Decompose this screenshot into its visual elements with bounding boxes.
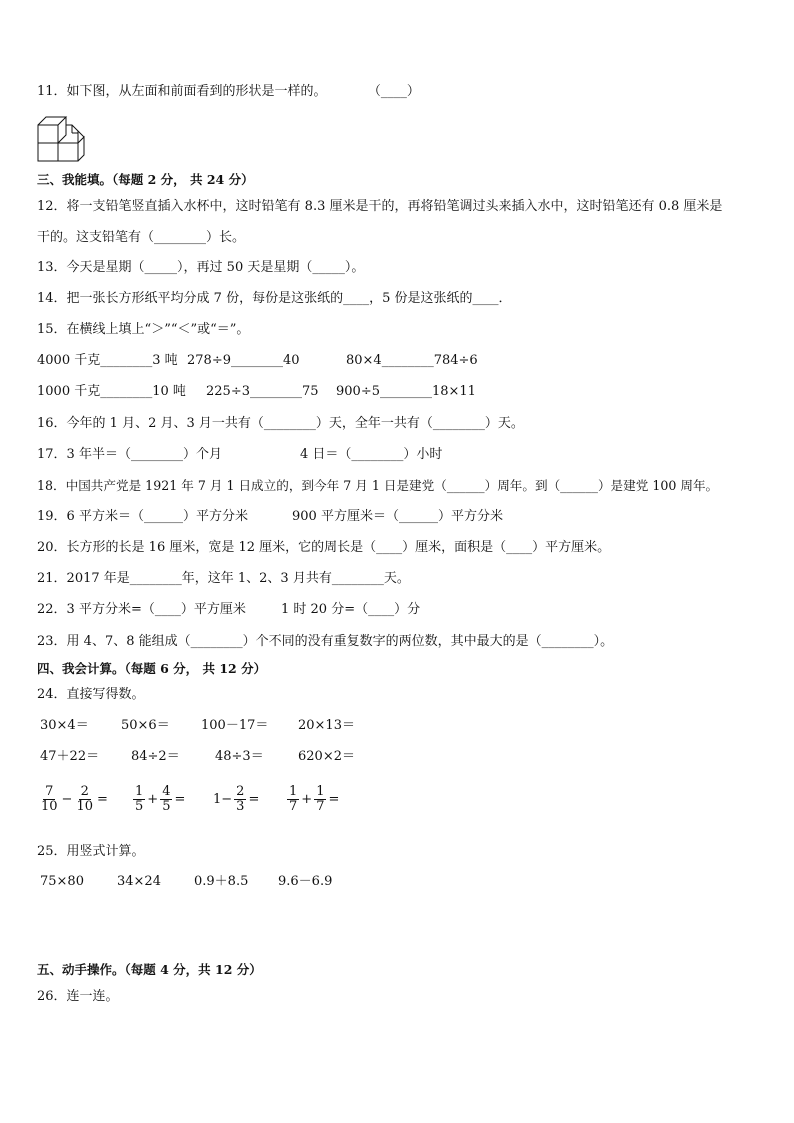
question-16: 16．今年的 1 月、2 月、3 月一共有（________）天，全年一共有（________）天。 [37,416,524,431]
question-25: 25．用竖式计算。 [37,844,145,859]
operator: + [147,792,159,807]
fraction-denominator: 5 [135,799,144,814]
q25-item2: 34×24 [117,874,161,889]
fraction-numerator: 1 [135,784,144,799]
fraction-denominator: 3 [236,799,245,814]
fraction-numerator: 7 [45,784,54,799]
question-15: 15．在横线上填上“＞”“＜”或“＝”。 [37,322,250,337]
question-26: 26．连一连。 [37,989,119,1004]
q24-r2-item2: 84÷2＝ [131,749,180,764]
fraction-denominator: 7 [289,799,298,814]
question-14: 14．把一张长方形纸平均分成 7 份，每份是这张纸的____，5 份是这张纸的____． [37,291,512,306]
q24-r2-item4: 620×2＝ [298,749,355,764]
q25-item4: 9.6－6.9 [278,874,333,889]
question-13: 13．今天是星期（_____），再过 50 天是星期（_____）。 [37,260,365,275]
question-23: 23．用 4、7、8 能组成（________）个不同的没有重复数字的两位数，其中最大的是（________）。 [37,634,614,649]
q25-item3: 0.9＋8.5 [194,874,249,889]
question-11: 11．如下图，从左面和前面看到的形状是一样的。 （____） [37,84,420,99]
q24-r2-item1: 47＋22＝ [40,749,100,764]
question-18: 18．中国共产党是 1921 年 7 月 1 日成立的，到今年 7 月 1 日是建党（______）周年。到（______）是建党 100 周年。 [37,478,719,493]
q25-item1: 75×80 [40,874,84,889]
q24-r1-item3: 100－17＝ [201,718,269,733]
q15-row1-item1: 4000 千克________3 吨 [37,353,178,368]
question-17-part1: 17．3 年半＝（________）个月 [37,447,222,462]
q24-fraction-item1 [38,785,109,814]
operator: + [301,792,313,807]
fraction-numerator: 2 [236,784,245,799]
cube-stack-figure [36,113,86,163]
fraction-numerator: 1 [289,784,298,799]
q24-r1-item4: 20×13＝ [298,718,355,733]
fraction-numerator: 4 [162,784,171,799]
whole-number-minus: 1− [213,792,233,807]
equals-sign: = [97,792,108,807]
equals-sign: = [328,792,340,807]
question-19-part1: 19．6 平方米＝（______）平方分米 [37,509,248,524]
q24-r1-item1: 30×4＝ [40,718,89,733]
question-24: 24．直接写得数。 [37,687,145,702]
equals-sign: = [248,792,260,807]
section-4-heading: 四、我会计算。（每题 6 分， 共 12 分） [37,661,267,676]
equals-sign: = [174,792,186,807]
section-5-heading: 五、动手操作。（每题 4 分，共 12 分） [37,962,262,977]
q24-r1-item2: 50×6＝ [121,718,170,733]
q15-row1-item3: 80×4________784÷6 [346,353,478,368]
section-3-heading: 三、我能填。（每题 2 分， 共 24 分） [37,172,254,187]
fraction-denominator: 10 [76,799,93,814]
fraction-denominator: 5 [162,799,171,814]
question-19-part2: 900 平方厘米＝（______）平方分米 [292,509,503,524]
fraction-numerator: 1 [316,784,325,799]
question-21: 21．2017 年是________年，这年 1、2、3 月共有________天。 [37,571,410,586]
q24-r2-item3: 48÷3＝ [215,749,264,764]
question-22-part2: 1 时 20 分=（____）分 [281,602,421,617]
operator: − [61,792,73,807]
fraction-denominator: 7 [316,799,325,814]
question-22-part1: 22．3 平方分米=（____）平方厘米 [37,602,246,617]
q24-fraction-item4 [286,785,340,814]
q15-row2-item1: 1000 千克________10 吨 [37,384,186,399]
fraction-denominator: 10 [41,799,58,814]
question-20: 20．长方形的长是 16 厘米，宽是 12 厘米，它的周长是（____）厘米，面积是（____）平方厘米。 [37,540,611,555]
q15-row2-item2: 225÷3________75 [206,384,319,399]
question-17-part2: 4 日＝（________）小时 [300,447,443,462]
q24-fraction-item2 [132,785,186,814]
fraction-numerator: 2 [80,784,89,799]
question-12-line1: 12．将一支铅笔竖直插入水杯中，这时铅笔有 8.3 厘米是干的，再将铅笔调过头来插入水中，这时铅笔还有 0.8 厘米是 [37,199,723,214]
question-12-line2: 干的。这支铅笔有（________）长。 [37,230,246,245]
q24-fraction-item3 [212,785,260,814]
q15-row1-item2: 278÷9________40 [187,353,300,368]
q15-row2-item3: 900÷5________18×11 [336,384,476,399]
